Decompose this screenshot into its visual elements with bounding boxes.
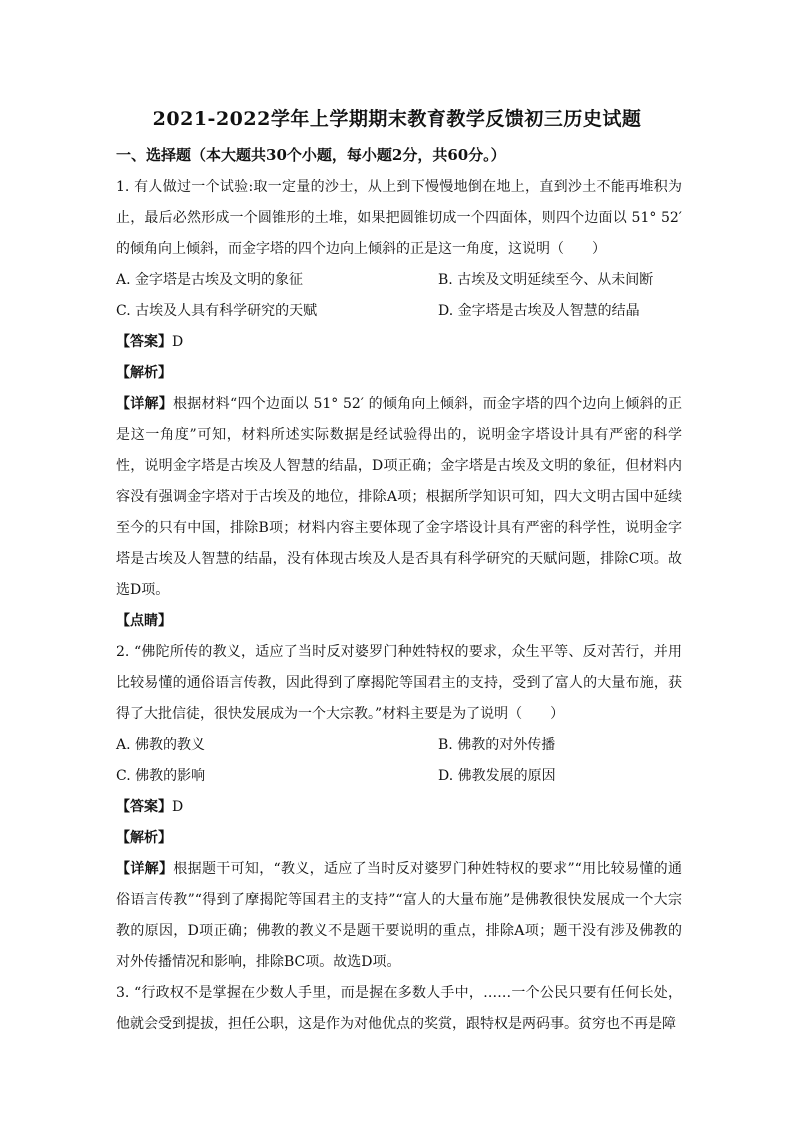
question-stem: 3. “行政权不是掌握在少数人手里，而是握在多数人手中，……一个公民只要有任何长处，他就会受到提拔，担任公职，这是作为对他优点的奖赏，跟特权是两码事。贫穷也不再是障 <box>116 985 682 1032</box>
analysis-label: 【解析】 <box>116 365 172 381</box>
option-a: A. 佛教的教义 <box>116 737 206 753</box>
option-d: D. 金字塔是古埃及人智慧的结晶 <box>438 303 640 319</box>
answer-line <box>116 327 682 358</box>
options-list <box>116 730 682 792</box>
options-list <box>116 265 682 327</box>
answer-line <box>116 792 682 823</box>
page-title: 2021-2022学年上学期期末教育教学反馈初三历史试题 <box>152 108 642 130</box>
option-b: B. 佛教的对外传播 <box>438 737 556 753</box>
analysis-label: 【解析】 <box>116 830 172 846</box>
detail-text: 根据材料“四个边面以 51° 52′ 的倾角向上倾斜，而金字塔的四个边向上倾斜的正是这一角度”可知，材料所述实际数据是经试验得出的，说明金字塔设计具有严密的科学性，说明金字塔是古埃及人智慧的结晶，D项正确；金字塔是古埃及文明的象征，但材料内容没有强调金字塔对于古埃及的地位，排除A项；根据所学知识可知，四大文明古国中延续至今的只有中国，排除B项；材料内容主要体现了金字塔设计具有严密的科学性，说明金字塔是古埃及人智慧的结晶，没有体现古埃及人是否具有科学研究的天赋问题，排除C项。故选D项。 <box>116 396 682 598</box>
analysis-line <box>116 823 682 854</box>
document-content <box>116 172 682 1040</box>
question-stem: 1. 有人做过一个试验:取一定量的沙士，从上到下慢慢地倒在地上，直到沙土不能再堆积为止，最后必然形成一个圆锥形的土堆，如果把圆锥切成一个四面体，则四个边面以 51° 52′ 的倾角向上倾斜，而金字塔的四个边向上倾斜的正是这一角度，这说明（ ） <box>116 179 682 257</box>
detail-text: 根据题干可知，“教义，适应了当时反对婆罗门种姓特权的要求”“用比较易懂的通俗语言传教”“得到了摩揭陀等国君主的支持”“富人的大量布施”是佛教很快发展成一个大宗教的原因，D项正确；佛教的教义不是题干要说明的重点，排除A项；题干没有涉及佛教的对外传播情况和影响，排除BC项。故选D项。 <box>116 861 682 970</box>
remark-line <box>116 606 682 637</box>
detail-label: 【详解】 <box>116 861 174 877</box>
answer-label: 【答案】 <box>116 334 172 350</box>
option-a: A. 金字塔是古埃及文明的象征 <box>116 272 304 288</box>
answer-label: 【答案】 <box>116 799 172 815</box>
detail-paragraph <box>116 389 682 606</box>
analysis-line <box>116 358 682 389</box>
answer-value: D <box>172 799 184 815</box>
option-d: D. 佛教发展的原因 <box>438 768 556 784</box>
section-heading: 一、选择题（本大题共30个小题，每小题2分，共60分。） <box>116 146 506 164</box>
question-stem: 2. “佛陀所传的教义，适应了当时反对婆罗门种姓特权的要求，众生平等、反对苦行，并用比较易懂的通俗语言传教，因此得到了摩揭陀等国君主的支持，受到了富人的大量布施，获得了大批信徒，很快发展成为一个大宗教。”材料主要是为了说明（ ） <box>116 644 682 722</box>
answer-value: D <box>172 334 184 350</box>
option-b: B. 古埃及文明延续至今、从未间断 <box>438 272 654 288</box>
remark-label: 【点睛】 <box>116 613 172 629</box>
option-c: C. 佛教的影响 <box>116 768 206 784</box>
detail-label: 【详解】 <box>116 396 174 412</box>
option-c: C. 古埃及人具有科学研究的天赋 <box>116 303 318 319</box>
detail-paragraph <box>116 854 682 978</box>
